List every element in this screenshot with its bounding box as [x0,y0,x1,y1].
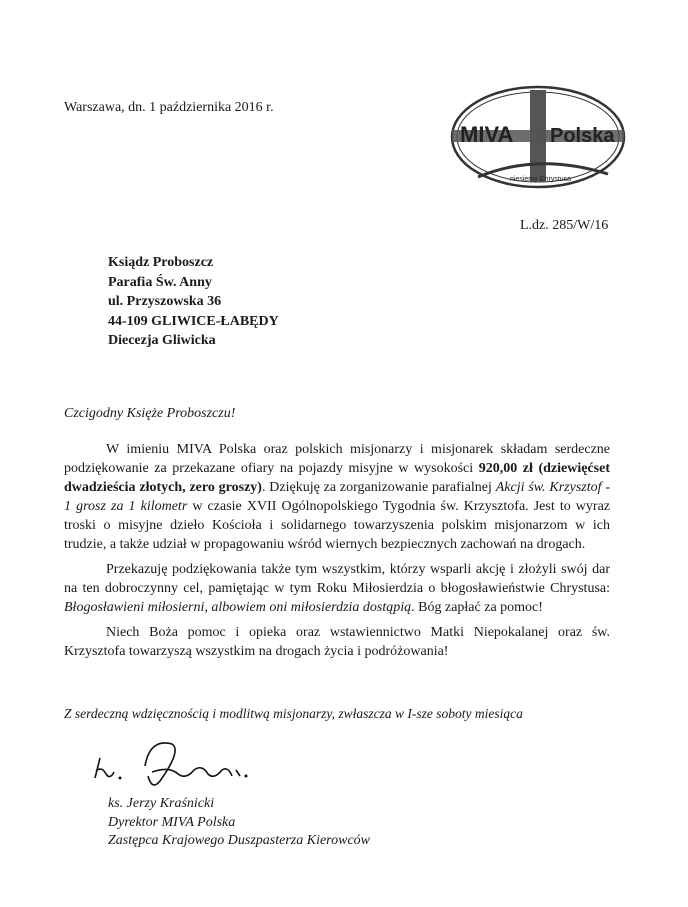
signer-title-2: Zastępca Krajowego Duszpasterza Kierowców [108,833,370,848]
recipient-line: Ksiądz Proboszcz [108,255,214,270]
signer-name: ks. Jerzy Kraśnicki [108,796,215,811]
place-date: Warszawa, dn. 1 października 2016 r. [64,100,274,115]
paragraph-2: Przekazuję podziękowania także tym wszystkim, którzy wsparli akcję i złożyli swój dar na ten dobroczynny cel, pamiętając w tym Roku Miłosierdzia o błogosławieństwie Chrystusa: Błogosławieni miłosierni, albowiem oni miłosierdzia dostąpią. Bóg zapłać za pomoc! [64,562,610,615]
recipient-line: Parafia Św. Anny [108,274,212,290]
signature-block [108,795,370,851]
svg-text:niesiemy Chrystusa: niesiemy Chrystusa [510,176,572,183]
salutation: Czcigodny Księże Proboszczu! [64,406,236,421]
scripture-quote: Błogosławieni miłosierni, albowiem oni miłosierdzia dostąpią [64,600,412,615]
recipient-line: ul. Przyszowska 36 [108,294,222,309]
recipient-line: Diecezja Gliwicka [108,333,216,348]
svg-text:MIVA: MIVA [460,122,514,147]
recipient-address [108,253,279,351]
svg-text:Polska: Polska [550,125,615,147]
reference-number: L.dz. 285/W/16 [520,218,609,233]
miva-polska-logo [448,82,628,192]
letter-body [64,440,610,667]
recipient-line: 44-109 GLIWICE-ŁABĘDY [108,313,279,329]
paragraph-1: W imieniu MIVA Polska oraz polskich misjonarzy i misjonarek składam serdeczne podziękowanie za przekazane ofiary na pojazdy misyjne w wysokości 920,00 zł (dziewięćset dwadzieścia złotych, zero groszy). Dziękuję za zorganizowanie parafialnej Akcji św. Krzysztof - 1 grosz za 1 kilometr w czasie XVII Ogólnopolskiego Tygodnia św. Krzysztofa. Jest to wyraz troski o misyjne dzieło Kościoła i solidarnego towarzyszenia polskim misjonarzom w ich trudzie, a także udział w propagowaniu wśród wiernych bezpiecznych zachowań na drogach. [64,442,610,552]
closing-line: Z serdeczną wdzięcznością i modlitwą misjonarzy, zwłaszcza w I-sze soboty miesiąca [64,706,523,721]
paragraph-3: Niech Boża pomoc i opieka oraz wstawiennictwo Matki Niepokalanej oraz św. Krzysztofa towarzyszą wszystkim na drogach życia i podróżowania! [64,625,610,659]
signer-title: Dyrektor MIVA Polska [108,814,236,830]
handwritten-signature [90,736,260,796]
donation-amount: 920,00 zł (dziewięćset dwadzieścia złotych, zero groszy) [64,461,610,495]
action-name: Akcji św. Krzysztof - 1 grosz za 1 kilometr [64,480,610,514]
